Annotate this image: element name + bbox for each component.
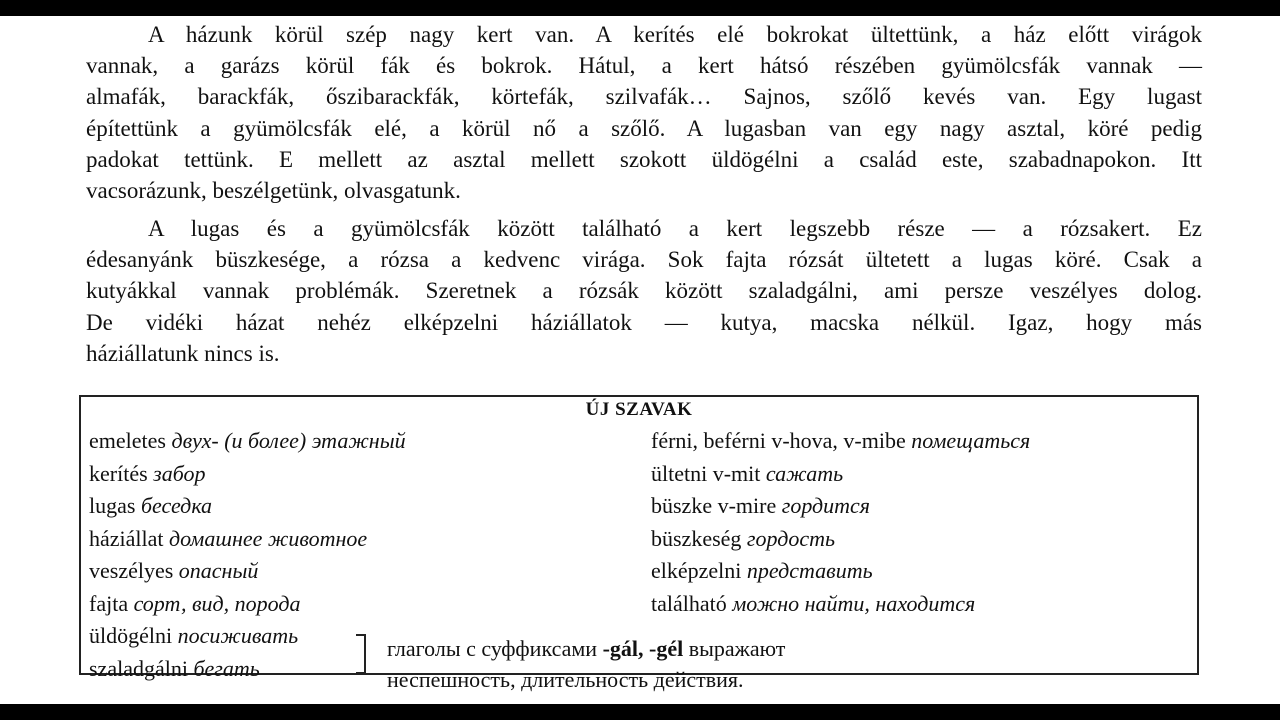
- paragraph-2: [86, 213, 1202, 369]
- vocab-entry: [89, 425, 406, 458]
- hu-word: háziállat: [89, 525, 164, 551]
- vocab-entry: [89, 555, 406, 588]
- ru-translation: забор: [153, 460, 206, 486]
- text-line: vacsorázunk, beszélgetünk, olvasgatunk.: [86, 177, 461, 203]
- text-line: háziállatunk nincs is.: [86, 340, 280, 366]
- vocabulary-right-column: [651, 425, 1030, 620]
- vocab-entry: [651, 490, 1030, 523]
- vocab-entry: [89, 490, 406, 523]
- vocab-entry: [651, 458, 1030, 491]
- ru-translation: бегать: [193, 655, 260, 681]
- ru-translation: сажать: [765, 460, 844, 486]
- suffix-note: [387, 633, 785, 695]
- ru-translation: двух- (и более) этажный: [171, 428, 406, 453]
- vocab-entry: [89, 523, 406, 556]
- ru-translation: посиживать: [177, 623, 299, 648]
- hu-word: elképzelni: [651, 558, 742, 583]
- hu-word: fajta: [89, 590, 129, 616]
- hu-word: szaladgálni: [89, 655, 188, 681]
- ru-translation: помещаться: [911, 428, 1031, 453]
- text-line: A házunk körül szép nagy kert van. A kerítés elé bokrokat ültettünk, a ház előtt virágok: [148, 22, 1202, 47]
- vocabulary-box: [79, 395, 1199, 692]
- vocab-entry: [89, 458, 406, 491]
- vocab-entry: [651, 523, 1030, 556]
- ru-translation: гордится: [781, 493, 871, 518]
- hu-word: található: [651, 590, 727, 616]
- paragraph-1: [86, 19, 1202, 206]
- hu-word: büszkeség: [651, 525, 742, 551]
- vocab-entry: [651, 588, 1030, 621]
- vocab-entry: [651, 425, 1030, 458]
- hu-word: ültetni v-mit: [651, 460, 761, 486]
- bracket-mark: [356, 634, 366, 674]
- text-line: padokat tettünk. E mellett az asztal mellett szokott üldögélni a család este, szabadnapokon. Itt: [86, 146, 1202, 172]
- hu-word: férni, beférni v-hova, v-mibe: [651, 428, 906, 453]
- suffix-note-line-2: неспешность, длительность действия.: [387, 667, 744, 692]
- ru-translation: опасный: [178, 558, 259, 583]
- text-line: édesanyánk büszkesége, a rózsa a kedvenc virága. Sok fajta rózsát ültetett a lugas köré. Csak a: [86, 247, 1202, 273]
- vocab-entry: [89, 588, 406, 621]
- hu-word: emeletes: [89, 428, 166, 453]
- ru-translation: представить: [746, 558, 873, 583]
- vocabulary-title: ÚJ SZAVAK: [585, 399, 693, 420]
- hu-word: büszke v-mire: [651, 493, 777, 518]
- ru-translation: беседка: [140, 493, 213, 518]
- text-line: kutyákkal vannak problémák. Szeretnek a rózsák között szaladgálni, ami persze veszélyes dolog.: [86, 278, 1202, 304]
- hu-word: veszélyes: [89, 558, 174, 583]
- hu-word: lugas: [89, 493, 136, 518]
- ru-translation: домашнее животное: [169, 525, 368, 551]
- text-line: vannak, a garázs körül fák és bokrok. Hátul, a kert hátsó részében gyümölcsfák vannak —: [86, 53, 1202, 79]
- suffix-note-line-1: глаголы с суффиксами -gál, -gél выражают: [387, 636, 786, 661]
- vocab-entry: [651, 555, 1030, 588]
- document-page: [0, 16, 1280, 704]
- text-line: A lugas és a gyümölcsfák között található a kert legszebb része — a rózsakert. Ez: [148, 216, 1202, 241]
- ru-translation: сорт, вид, порода: [133, 590, 301, 616]
- text-line: De vidéki házat nehéz elképzelni háziállatok — kutya, macska nélkül. Igaz, hogy más: [86, 309, 1202, 335]
- hu-word: üldögélni: [89, 623, 173, 648]
- hu-word: kerítés: [89, 460, 148, 486]
- ru-translation: можно найти, находится: [732, 590, 976, 616]
- text-line: almafák, barackfák, őszibarackfák, körtefák, szilvafák… Sajnos, szőlő kevés van. Egy lugast: [86, 84, 1202, 110]
- text-line: építettünk a gyümölcsfák elé, a körül nő a szőlő. A lugasban van egy nagy asztal, köré pedig: [86, 115, 1202, 141]
- ru-translation: гордость: [746, 525, 836, 551]
